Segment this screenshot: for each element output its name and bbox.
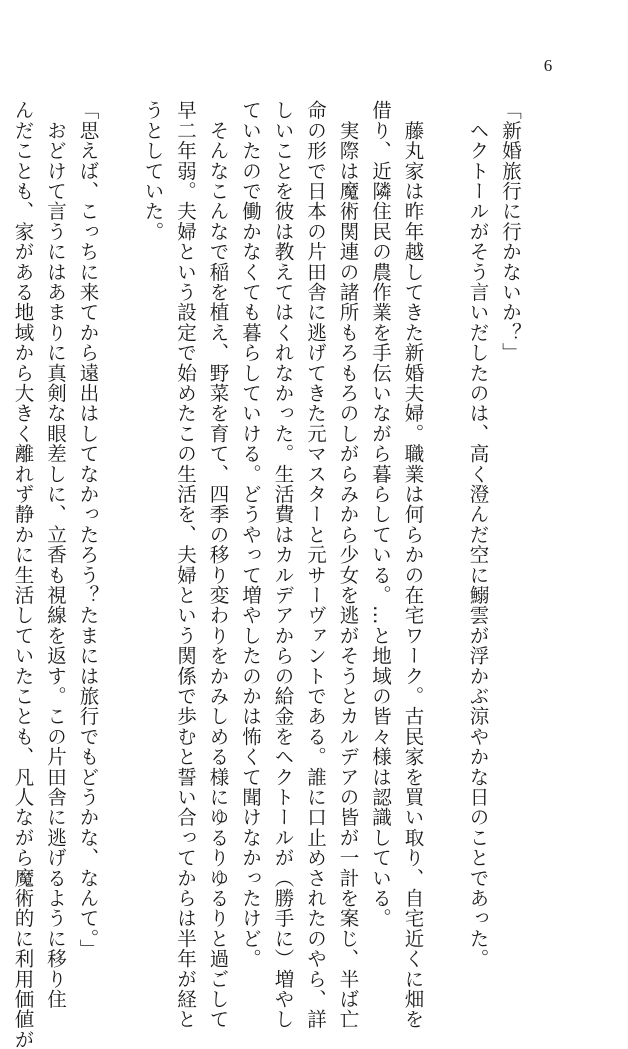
- body-text-block: [11, 100, 526, 1049]
- page-number: 6: [543, 56, 553, 75]
- vertical-body-text: 「新婚旅行に行かないか？」 ヘクトールがそう言いだしたのは、高く澄んだ空に鰯雲が浮かぶ涼やかな日のことであった。 藤丸家は昨年越してきた新婚夫婦。職業は何らかの在宅ワーク。古民家を買い取り、自宅近くに畑を 借り、近隣住民の農作業を手伝いながら暮らしている。…と地域の皆々様は認識している。 実際は魔術関連の諸所もろもろのしがらみから少女を逃がそうとカルデアの皆が一計を案じ、半ば亡 命の形で日本の片田舎に逃げてきた元マスターと元サーヴァントである。誰に口止めされたのやら、詳 しいことを彼は教えてはくれなかった。生活費はカルデアからの給金をヘクトールが（勝手に）増やし ていたので働かなくても暮らしていける。どうやって増やしたのかは怖くて聞けなかったけど。 そんなこんなで稲を植え、野菜を育て、四季の移り変わりをかみしめる様にゆるりゆるりと過ごして 早二年弱。夫婦という設定で始めたこの生活を、夫婦という関係で歩むと誓い合ってからは半年が経と うとしていた。 「思えば、こっちに来てから遠出はしてなかったろう？たまには旅行でもどうかな、なんて。」 おどけて言うにはあまりに真剣な眼差しに、立香も視線を返す。この片田舎に逃げるように移り住 んだことも、家がある地域から大きく離れず静かに生活していたことも、凡人ながら魔術的に利用価値が: [11, 100, 522, 1049]
